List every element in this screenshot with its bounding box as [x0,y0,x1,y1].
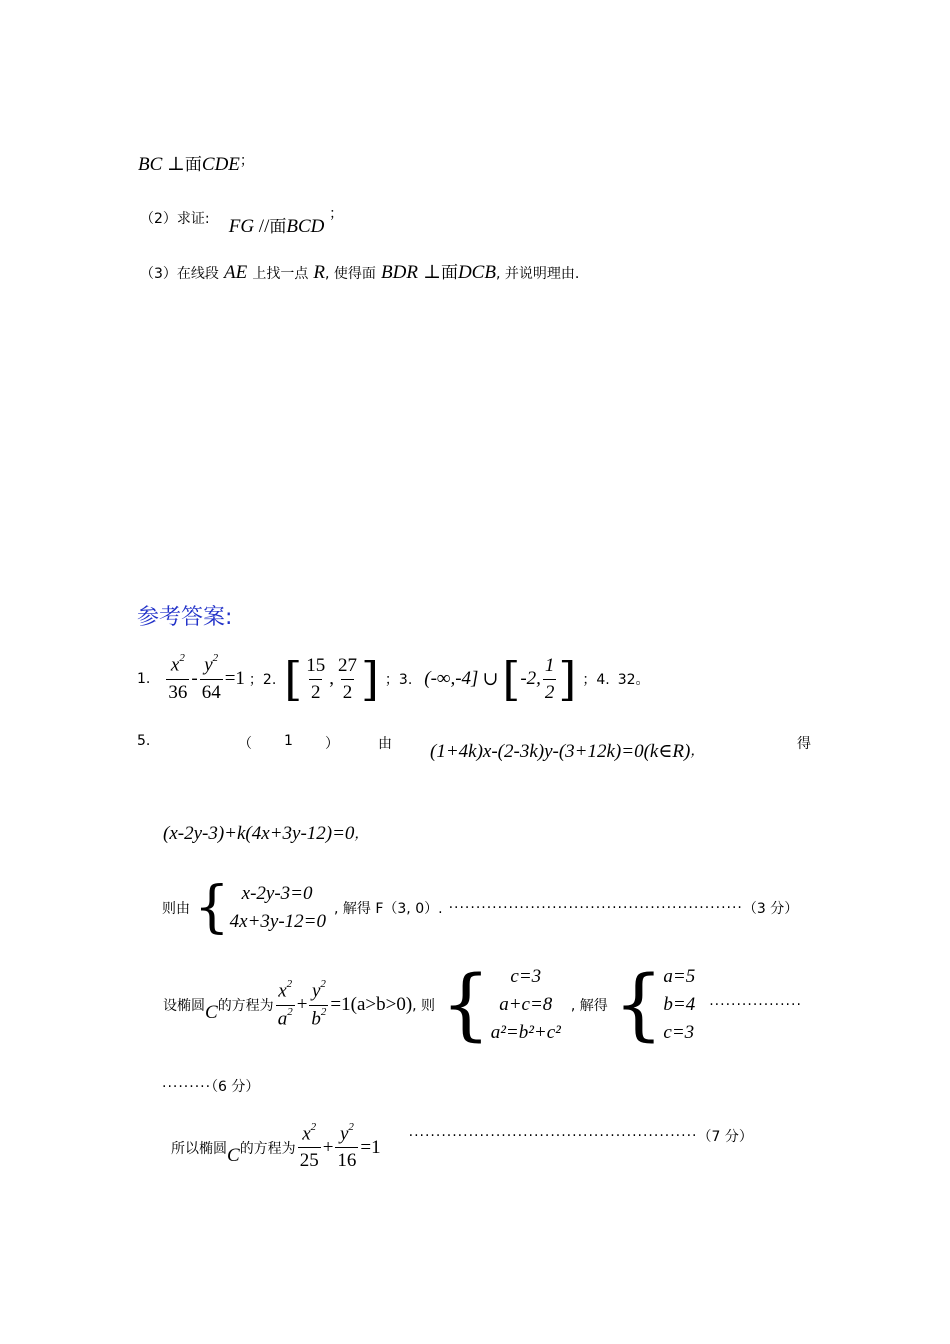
score-6: （6 分） [211,1079,260,1095]
zeyou-label: 则由 [162,901,190,917]
score-7: （7 分） [697,1128,753,1145]
system-3: { a=5 b=4 c=3 [613,960,696,1050]
q2-expr-a: FG [228,216,255,237]
solve-result: , 解得 F（3, 0）. [333,901,443,917]
q3-seg: AE [224,262,248,283]
ellipse-setup-line: 设椭圆 C 的方程为 $\frac{x^2}{a^2}$ + $\frac{y^2}{b^2}$ =1(a>b>0) , 则 { c=3 a+c=8 a²=b²+c² , 解得 { a=5 b=4 c=3 ················· [163,960,802,1050]
dot-leader: ····················································· [408,1127,698,1144]
fraction-x2-36: $\frac{x^2}{36}$ [168,652,188,703]
mian-char: 面 [184,155,202,175]
fraction-y2-b2: $\frac{y^2}{b^2}$ [311,978,327,1029]
parallel-symbol: // [258,216,270,237]
answer-5-number: 5. [137,733,151,749]
dot-leader: ······················································ [448,900,743,916]
fraction-27-2: $\frac{27}{2}$ [337,654,357,703]
mian-char: 面 [269,217,287,237]
line-equation: (1+4k)x-(2-3k)y-(3+12k)=0(k∈R)， [430,741,705,762]
perp-symbol: ⊥ [167,154,185,175]
q3-mid1: 上找一点 [252,266,309,282]
q3-end: , 并说明理由. [495,266,580,282]
fangcheng-label: 的方程为 [239,1140,296,1157]
de-char: 得 [797,736,811,752]
part-1: 1 [284,733,293,749]
q2-expr-b: BCD [286,216,325,237]
fraction-1-2: $\frac{1}{2}$ [544,654,555,703]
system-2: { c=3 a+c=8 a²=b²+c² [441,960,561,1050]
system-1: { x-2y-3=0 4x+3y-12=0 [194,875,326,940]
she-label: 设椭圆 [163,998,205,1014]
rearranged-equation: (x-2y-3)+k(4x+3y-12)=0， [163,823,369,844]
q2-punct: ； [329,206,344,222]
answer-line-1: 1. $\frac{x^2}{36}$ - $\frac{y^2}{64}$ =1 ；2. [ $\frac{15}{2}$ , $\frac{27}{2}$ ] ；3. (-∞,-4] ∪ [ -2, $\frac{1}{2}$ ] ；4. 32。 [137,652,650,706]
q2-line [140,203,344,237]
fraction-15-2: $\frac{15}{2}$ [306,654,326,703]
paren-close: ） [325,736,339,752]
q3-line [140,258,579,284]
fraction-y2-64: $\frac{y^2}{64}$ [201,652,221,703]
fraction-x2-a2: $\frac{x^2}{a^2}$ [277,978,293,1029]
separator: ；2. [248,672,277,688]
q1-lhs: BC [138,154,163,175]
mian-char: 面 [440,263,458,283]
system-1-line [162,875,799,940]
answer-4: 32。 [617,672,650,688]
final-ellipse-line: 所以椭圆 C 的方程为 $\frac{x^2}{25}$ + $\frac{y^2}{16}$ =1 ····················································· （7 分） [171,1121,753,1172]
perp-symbol: ⊥ [423,262,441,283]
q3-plane2: DCB [457,262,496,283]
separator: ；3. [384,672,413,688]
suoyi-label: 所以椭圆 [171,1140,227,1157]
q3-label: （3）在线段 [140,266,219,282]
paren-open: （ [238,736,252,752]
fraction-y2-16: $\frac{y^2}{16}$ [337,1121,357,1172]
score-3: （3 分） [742,901,799,917]
interval-1: (-∞,-4] [424,668,479,689]
fraction-x2-25: $\frac{x^2}{25}$ [299,1121,319,1172]
answers-heading: 参考答案: [137,605,233,630]
q2-label: （2）求证: [140,211,210,227]
ellipse-c: C [205,1002,218,1023]
q1-line [138,150,254,176]
dot-leader: ················· [709,997,802,1013]
ellipse-c: C [227,1144,240,1166]
answer-number: 1. [137,671,151,687]
you-char: 由 [378,736,392,752]
fangcheng-label: 的方程为 [217,998,274,1014]
q1-rhs: CDE [201,154,240,175]
q3-point: R [313,262,326,283]
ze-label: , 则 [412,998,436,1014]
q3-mid2: , 使得面 [325,266,376,282]
score-6-line: ·········（6 分） [162,1079,260,1095]
q1-punct: ； [239,153,254,169]
union-symbol: ∪ [482,668,499,690]
separator: ；4. [582,672,610,688]
q3-plane1: BDR [381,262,418,283]
jiede-label: , 解得 [570,998,608,1014]
